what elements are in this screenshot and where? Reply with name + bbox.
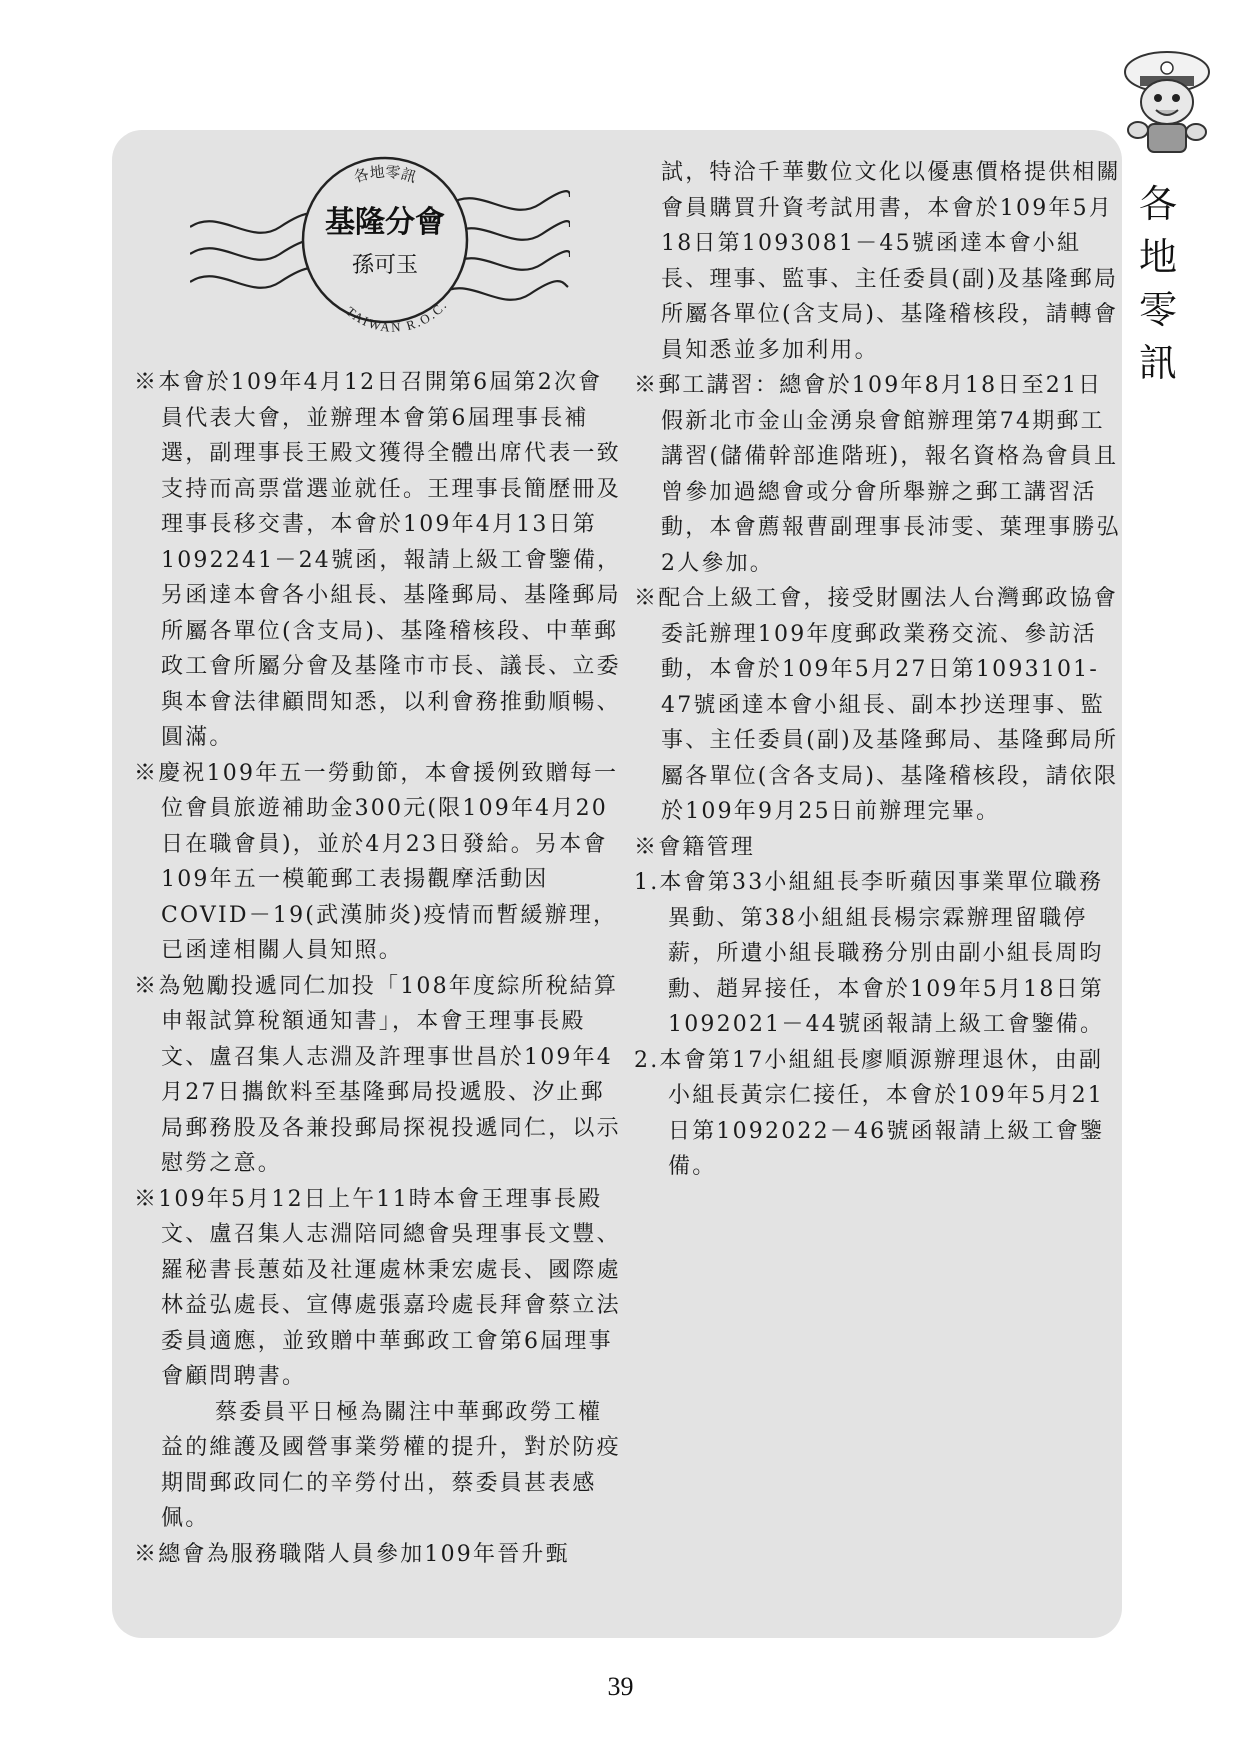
stamp-top-text: 各地零訊 [351,162,419,187]
postman-mascot-icon [1112,40,1222,160]
news-item: ※慶祝109年五一勞動節，本會援例致贈每一位會員旅遊補助金300元(限109年4月20日在職會員)，並於4月23日發給。另本會109年五一模範郵工表揚觀摩活動因COVID－19(武漢肺炎)疫情而暫緩辦理，已函達相關人員知照。 [134,760,619,963]
left-column [134,365,624,1572]
numbered-item: 2.本會第17小組組長廖順源辦理退休，由副小組長黃宗仁接任，本會於109年5月21日第1092022－46號函報請上級工會鑒備。 [634,1047,1105,1179]
section-title-char: 零 [1138,288,1177,332]
news-item: ※為勉勵投遞同仁加投「108年度綜所稅結算申報試算稅額通知書」，本會王理事長殿文、盧召集人志淵及許理事世昌於109年4月27日攜飲料至基隆郵局投遞股、汐止郵局郵務股及各兼投郵局探視投遞同仁，以示慰勞之意。 [134,973,621,1176]
news-paragraph: 蔡委員平日極為關注中華郵政勞工權益的維護及國營事業勞權的提升，對於防疫期間郵政同仁的辛勞付出，蔡委員甚表感佩。 [161,1399,621,1531]
news-item: ※郵工講習：總會於109年8月18日至21日假新北市金山金湧泉會館辦理第74期郵工講習(儲備幹部進階班)，報名資格為會員且曾參加過總會或分會所舉辦之郵工講習活動，本會薦報曹副理事長沛雯、葉理事勝弘2人參加。 [634,373,1121,576]
news-item: ※109年5月12日上午11時本會王理事長殿文、盧召集人志淵陪同總會吳理事長文豐、羅秘書長蕙茹及社運處林秉宏處長、國際處林益弘處長、宣傳處張嘉玲處長拜會蔡立法委員適應，並致贈中華郵政工會第6屆理事會顧問聘書。 [134,1186,621,1389]
stamp-author: 孫可玉 [351,253,419,278]
postmark-circle [303,158,467,322]
news-item: ※本會於109年4月12日召開第6屆第2次會員代表大會，並辦理本會第6屆理事長補選，副理事長王殿文獲得全體出席代表一致支持而高票當選並就任。王理事長簡歷冊及理事長移交書，本會於109年4月13日第1092241－24號函，報請上級工會鑒備，另函達本會各小組長、基隆郵局、基隆郵局所屬各單位(含支局)、基隆稽核段、中華郵政工會所屬分會及基隆市市長、議長、立委與本會法律顧問知悉，以利會務推動順暢、圓滿。 [134,370,622,750]
section-title-char: 地 [1138,235,1177,279]
page-number: 39 [607,1672,634,1701]
numbered-item: 1.本會第33小組組長李昕蘋因事業單位職務異動、第38小組組長楊宗霖辦理留職停薪，所遺小組長職務分別由副小組長周昀勳、趙昇接任，本會於109年5月18日第1092021－44號函報請上級工會鑒備。 [634,870,1105,1037]
section-title [1128,178,1188,390]
stamp-bottom-text: TAIWAN R.O.C. [343,297,451,335]
stamp-branch-name: 基隆分會 [325,205,445,240]
section-title-char: 各 [1138,182,1177,226]
section-title-char: 訊 [1138,341,1177,385]
news-item: ※總會為服務職階人員參加109年晉升甄 [134,1541,570,1567]
news-paragraph: 試，特洽千華數位文化以優惠價格提供相關會員購買升資考試用書，本會於109年5月18日第1093081－45號函達本會小組長、理事、監事、主任委員(副)及基隆郵局所屬各單位(含支局)、基隆稽核段，請轉會員知悉並多加利用。 [661,160,1121,363]
postmark-stamp [190,142,570,352]
section-heading: ※會籍管理 [634,834,756,860]
news-item: ※配合上級工會，接受財團法人台灣郵政協會委託辦理109年度郵政業務交流、參訪活動，本會於109年5月27日第1093101-47號函達本會小組長、副本抄送理事、監事、主任委員(副)及基隆郵局、基隆郵局所屬各單位(含各支局)、基隆稽核段，請依限於109年9月25日前辦理完畢。 [634,586,1119,824]
right-column [634,155,1124,1185]
